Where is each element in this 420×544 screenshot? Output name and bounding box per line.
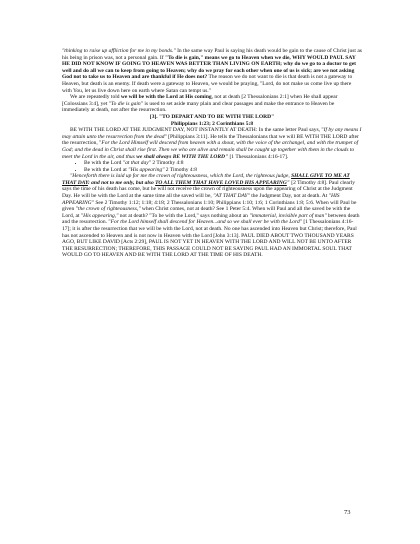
quote-text: "immaterial, invisible part of man"	[249, 212, 327, 219]
emphasis-text: means we go to Heaven when we die, WHY WOULD PAUL SAY HE DID NOT KNOW IF GOING TO HEAVEN WAS BETTER THAN LIVING ON EARTH; why do we go to a doctor to get well and do all we can to keep from going to Heaven; why do we pray for each other when one of us is sick; are we not asking God not to take us to Heaven and are thankful if He does not?	[62, 54, 356, 81]
body-text: See 2 Timothy 1:12; 1:18; 4:18; 2 Thessalonians 1:10; Philippians 1:10; 1:6; 1 Corinthians 1:8; 5:6. When will Paul be given	[62, 199, 357, 213]
emphasis-text: we will be with the Lord at His coming	[120, 94, 212, 101]
emphasis-text: TO ALL THEM THAT HAVE LOVED HIS APPEARING	[155, 179, 287, 186]
body-text: " [1 Thessalonians 4:16-17]; it is after the resurrection that we will be with the Lord, not at death. No one has ascended into Heaven but Christ; therefore, Paul has not ascended to Heaven and is not now in Heaven with the Lord [John 3:13]. PAUL DIED ABOUT TWO THOUSAND YEARS AGO, BUT LIKE DAVID [Acts 2:29], PAUL IS NOT YET IN HEAVEN WITH THE LORD AND WILL NOT BE UNTO AFTER THE RESURRECTION; THEREFORE, THIS PASSAGE COULD NOT BE SAYING PAUL HAD AN IMMORTAL SOUL THAT WOULD GO TO HEAVEN AND BE WITH THE LORD AT THE TIME OF HIS DEATH.	[62, 219, 357, 259]
quote-text: "To die is gain,"	[164, 54, 204, 61]
paragraph-crown-of-righteousness	[62, 173, 362, 259]
quote-text: If by any means I may attain unto the resurrection from the dead	[62, 127, 362, 140]
paragraph-death-is-gain	[62, 48, 362, 94]
section-heading: [3]. "TO DEPART AND TO BE WITH THE LORD"	[149, 113, 275, 120]
body-text: [2 Timothy 4:8]. Paul clearly says the time of his death has come, but he will not receive the crown of righteousness upon the appearing of Christ at the Judgment Day. He will be with the Lord at the same time all the saved will be,	[62, 179, 355, 200]
body-text: We are repeatedly told	[70, 94, 121, 101]
reference-text: 2 Timothy 4:8	[150, 160, 184, 167]
quote-text: "His appearing,"	[80, 212, 119, 219]
emphasis-text: we shall always BE WITH THE LORD"	[134, 153, 229, 160]
quote-text: "thinking to raise up affliction for me in my bonds."	[62, 48, 176, 54]
body-text: BE WITH THE LORD AT THE JUDGMENT DAY, NOT INSTANTLY AT DEATH: In the same letter Paul says, "	[70, 127, 324, 134]
quote-text: "HIS APPEARING"	[62, 193, 340, 206]
paragraph-with-lord-at-coming	[62, 94, 362, 114]
body-text: In the same way Paul is saying his death would be gain to the cause of Christ just as his being in prison was, not a personal gain. If	[62, 48, 362, 61]
body-text: the Judgment Day, not at death. At	[249, 193, 329, 200]
quote-text: "the crown of righteousness,"	[75, 206, 141, 213]
body-text: Be with the Lord	[84, 160, 123, 167]
body-text: not at death? "To be with the Lord," says nothing about an	[118, 212, 250, 219]
body-text: Be with the Lord at	[84, 166, 129, 173]
quote-text: "	[286, 179, 290, 186]
quote-text: For the Lord himself shall descend for Heaven...and so we shall ever be with the Lord	[110, 219, 300, 226]
emphasis-text: : and not to me only, but also	[87, 179, 156, 186]
section-subheading: Philippians 1:23; 2 Corinthians 5:8	[170, 120, 254, 127]
body-text: is used to set aside many plain and clear passages and make the entrance to Heaven be immediately at death, not after the resurrection.	[62, 100, 335, 114]
page-number: 73	[344, 509, 351, 516]
quote-text: "Henceforth there is laid up for me the crown of righteousness, which the Lord, the righteous judge,	[70, 173, 292, 180]
reference-text: 2 Timothy 4:8	[164, 166, 197, 173]
body-text: " [Philippians 3:11]. He tells the Thessalonians that we will BE WITH THE LORD after the resurrection, "	[62, 133, 359, 147]
emphasis-text: SHALL GIVE TO ME AT THAT DAY	[62, 173, 350, 186]
quote-text: "His appearing"	[128, 166, 165, 173]
body-text: [1 Thessalonians 4:16-17].	[228, 153, 289, 160]
paragraph-judgment-day	[62, 127, 362, 160]
quote-text: For the Lord Himself will descend from heaven with a shout, with the voice of the archangel, and with the trumpet of God; and the dead in Christ shall rise first. Then we who are alive and remain shall be caught up together with them in the clouds to meet the Lord in the air, and thus	[62, 140, 359, 160]
body-text: between death and the resurrection. "	[62, 212, 360, 226]
bullet-list	[62, 160, 362, 173]
body-text: , not at death [2 Thessalonians 2:1] when He shall appear [Colossians 3:4], yet	[62, 94, 338, 107]
quote-text: "at that day"	[122, 160, 151, 167]
body-text: The reason we do not want to die is that death is not a gateway to Heaven, but death is an enemy. If death were a gateway to Heaven, we would be praying, "Lord, do not make us come live up there with You, let us live down here on earth where Satan can tempt us."	[62, 74, 353, 94]
quote-text: "To die is gain"	[108, 100, 143, 107]
list-item	[84, 160, 362, 167]
page-body	[62, 48, 362, 259]
quote-text: "AT THAT DAY"	[213, 193, 250, 200]
body-text: when Christ comes, not at death? See 1 Peter 5:4. When will Paul and all the saved be with the Lord, at	[62, 206, 351, 219]
